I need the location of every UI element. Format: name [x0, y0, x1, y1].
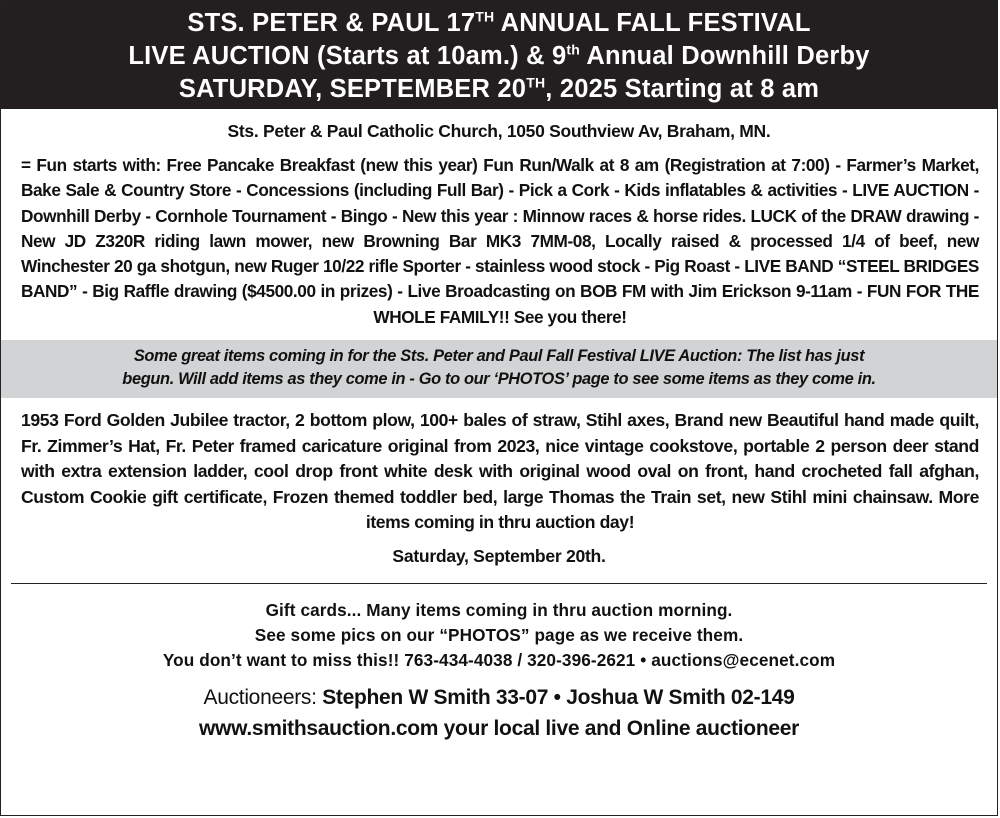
gift-line-1: Gift cards... Many items coming in thru auction morning. [265, 599, 733, 620]
auctioneers-line [1, 682, 997, 713]
gift-line-2: See some pics on our “PHOTOS” page as we receive them. [254, 624, 744, 645]
contact-line: You don’t want to miss this!! 763-434-4038 / 320-396-2621 • auctions@ecenet.com [162, 649, 836, 670]
header-line-3 [1, 73, 997, 106]
auctioneer-names: Stephen W Smith 33-07 • Joshua W Smith 02-149 [322, 686, 795, 710]
header-line-2-rest: Annual Downhill Derby [580, 42, 870, 70]
header-banner [1, 1, 997, 109]
section-divider [11, 583, 987, 584]
header-line-3-rest: , 2025 Starting at 8 am [545, 75, 820, 103]
header-line-2-sup: th [566, 41, 581, 58]
church-address: Sts. Peter & Paul Catholic Church, 1050 Southview Av, Braham, MN. [227, 121, 771, 141]
auctioneers-block [1, 682, 997, 744]
header-line-2 [1, 40, 997, 73]
header-line-1-rest: ANNUAL FALL FESTIVAL [494, 9, 811, 37]
auction-items-paragraph: 1953 Ford Golden Jubilee tractor, 2 bottom plow, 100+ bales of straw, Stihl axes, Brand new Beautiful hand made quilt, Fr. Zimmer’s Hat, Fr. Peter framed caricature original from 2023, nice vintage cookstove, portable 2 person deer stand with extra extension ladder, cool drop front white desk with original wood oval on front, hand crocheted fall afghan, Custom Cookie gift certificate, Frozen themed toddler bed, large Thomas the Train set, new Stihl mini chainsaw. More items coming in thru auction day! [21, 410, 979, 533]
header-line-3-sup: TH [526, 74, 546, 91]
header-line-1 [1, 7, 997, 40]
auction-intro-line-1: Some great items coming in for the Sts. Peter and Paul Fall Festival LIVE Auction: The list has just [133, 347, 865, 366]
header-line-1-text: STS. PETER & PAUL 17 [187, 9, 476, 37]
auctioneers-label: Auctioneers: [203, 686, 317, 710]
auction-intro-band [1, 340, 997, 398]
website-line: www.smithsauction.com your local live and Online auctioneer [199, 717, 799, 741]
auction-intro-line-2: begun. Will add items as they come in - Go to our ‘PHOTOS’ page to see some items as they come in. [122, 369, 876, 388]
auction-date: Saturday, September 20th. [392, 545, 606, 566]
header-line-3-text: SATURDAY, SEPTEMBER 20 [178, 75, 527, 103]
header-line-1-sup: TH [475, 8, 495, 25]
fun-activities-paragraph: = Fun starts with: Free Pancake Breakfast (new this year) Fun Run/Walk at 8 am (Registration at 7:00) - Farmer’s Market, Bake Sale & Country Store - Concessions (including Full Bar) - Pick a Cork - Kids inflatables & activities - LIVE AUCTION - Downhill Derby - Cornhole Tournament - Bingo - New this year : Minnow races & horse rides. LUCK of the DRAW drawing - New JD Z320R riding lawn mower, new Browning Bar MK3 7MM-08, Locally raised & processed 1/4 of beef, new Winchester 20 ga shotgun, new Ruger 10/22 rifle Sporter - stainless wood stock - Pig Roast - LIVE BAND “STEEL BRIDGES BAND” - Big Raffle drawing ($4500.00 in prizes) - Live Broadcasting on BOB FM with Jim Erickson 9-11am - FUN FOR THE WHOLE FAMILY!! See you there! [21, 155, 979, 327]
gift-cards-block [1, 598, 997, 674]
header-line-2-text: LIVE AUCTION (Starts at 10am.) & 9 [128, 42, 567, 70]
